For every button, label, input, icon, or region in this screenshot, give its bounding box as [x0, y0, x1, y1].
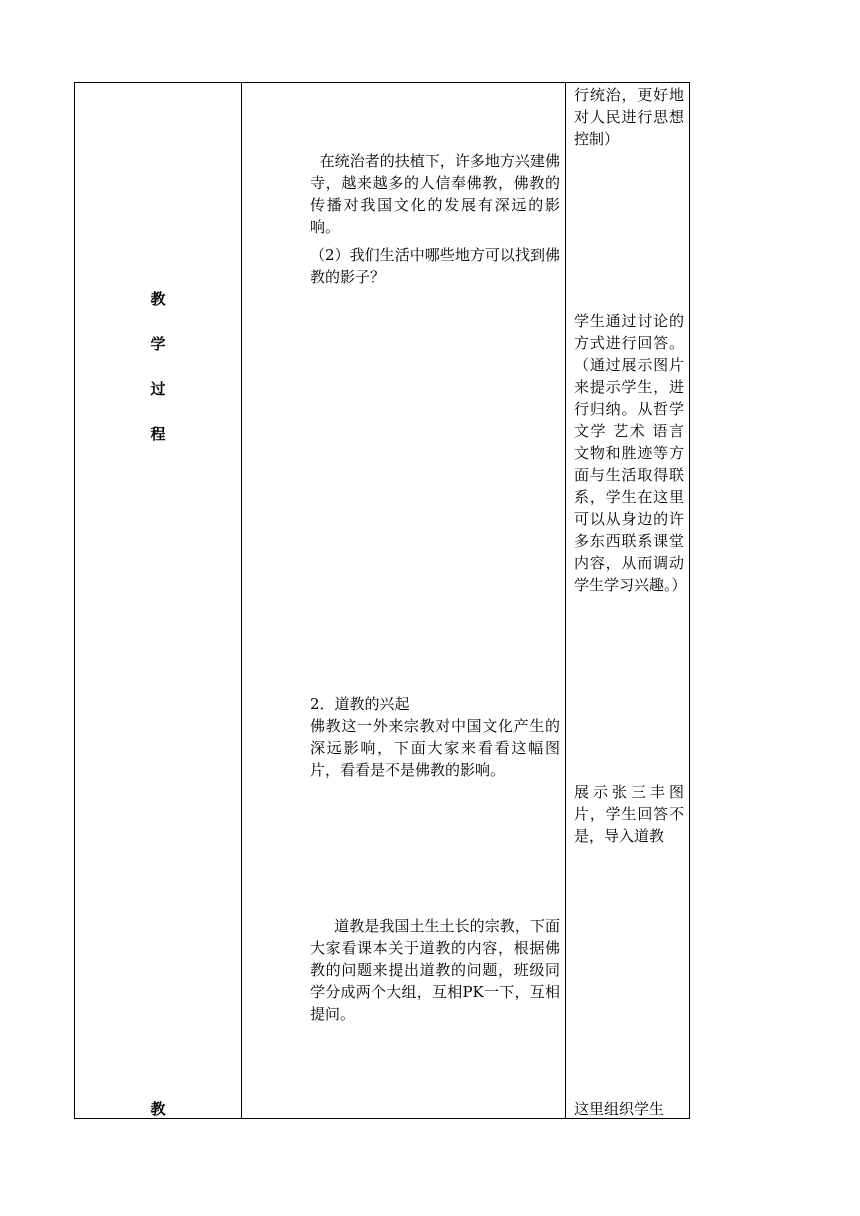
question-buddhism-in-life: （2）我们生活中哪些地方可以找到佛教的影子？ [310, 246, 560, 286]
note-zhang-sanfeng: 展示张三丰图片，学生回答不是，导入道教 [574, 783, 684, 845]
note-organize-students: 这里组织学生 [574, 1100, 665, 1118]
paragraph-taoism-native: 道教是我国土生土长的宗教，下面大家看课本关于道教的内容，根据佛教的问题来提出道教的问题，班级同学分成两个大组，互相PK一下，互相提问。 [310, 917, 560, 1023]
paragraph-buddhism-spread: 在统治者的扶植下，许多地方兴建佛寺，越来越多的人信奉佛教，佛教的传播对我国文化的发展有深远的影响。 [310, 152, 560, 236]
column-divider-left [241, 83, 242, 1118]
section-label-char-3: 过 [150, 380, 166, 398]
section-label-char-2: 学 [150, 335, 166, 353]
section-label-char-4: 程 [150, 425, 166, 443]
heading-taoism-rise: 2．道教的兴起 [310, 695, 410, 713]
section-label-bottom-char: 教 [150, 1100, 166, 1118]
paragraph-buddhism-influence: 佛教这一外来宗教对中国文化产生的深远影响，下面大家来看看这幅图片，看看是不是佛教的影响。 [310, 717, 560, 779]
column-divider-right [565, 83, 566, 1118]
note-thought-control: 行统治，更好地对人民进行思想控制） [574, 86, 684, 148]
note-student-discussion: 学生通过讨论的方式进行回答。（通过展示图片来提示学生，进行归纳。从哲学 文学 艺术 语言 文物和胜迹等方面与生活取得联系，学生在这里可以从身边的许多东西联系课堂内容，从而调动学生学习兴趣。） [574, 312, 689, 594]
section-label-char-1: 教 [150, 290, 166, 308]
